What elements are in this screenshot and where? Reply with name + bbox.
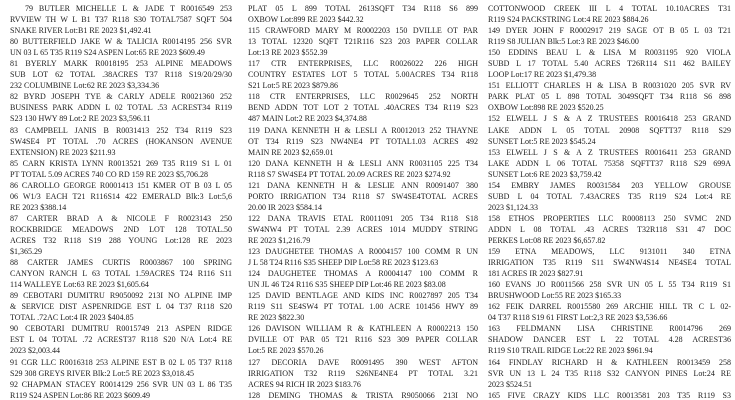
- tax-entry-line: 81 BYERLY MARK R0018195 253 ALPINE MEADOWS: [10, 59, 232, 69]
- text-column-2: [248, 3, 478, 400]
- tax-entry: [248, 268, 478, 290]
- tax-entry-line: 06 W1/3 EACH T21 R116S14 422 EMERALD Blk:3 Lot:5,6: [10, 191, 232, 201]
- tax-entry-line: 163 FELDMANN LISA CHRISTINE R0014796 269: [488, 324, 731, 334]
- tax-entry-line: OXBOW Lot:899 RE 2023 $442.32: [248, 15, 364, 25]
- tax-entry: [248, 91, 478, 124]
- tax-entry: [488, 180, 731, 213]
- tax-entry-line: 89 CEBOTARI DUMITRU R9050092 213I NO ALPINE IMP: [10, 291, 232, 301]
- tax-entry-line: 121 DANA KENNETH H & LESLIE ANN R0091407 380: [248, 180, 478, 190]
- tax-entry-line: 115 CRAWFORD MARY M R0002203 150 DVILLE OT PAR: [248, 26, 478, 36]
- tax-entry: [10, 323, 232, 356]
- tax-entry-line: 85 CARN KRISTA LYNN R0013521 269 T35 R119 S1 L 01: [10, 158, 232, 168]
- tax-entry-line: RE 2023 $822.30: [248, 313, 305, 323]
- tax-entry-line: ACRES 94 RICH IR 2023 $183.76: [248, 379, 361, 389]
- tax-entry-line: TOTAL .72AC Lot:4 IR 2023 $404.85: [10, 313, 134, 323]
- tax-entry-line: 152 ELWELL J S & A Z TRUSTEES R0016418 253 GRAND: [488, 114, 731, 124]
- tax-entry-line: 87 CARTER BRAD A & NICOLE F R0023143 250: [10, 213, 232, 223]
- tax-entry-line: 124 DAUGHETEE THOMAS A R0004147 100 COMM R: [248, 269, 478, 279]
- tax-entry: [488, 390, 731, 400]
- tax-entry: [248, 158, 478, 180]
- tax-entry: [488, 301, 731, 323]
- tax-entry-line: 125 DAVID BENTLAGE AND KIDS INC R0027897 205 T34: [248, 291, 478, 301]
- tax-entry-line: RE 2023 $388.14: [10, 202, 67, 212]
- tax-entry: [10, 290, 232, 323]
- tax-entry: [248, 125, 478, 158]
- tax-entry-line: 79 BUTLER MICHELLE L & JADE T R0016549 253: [25, 4, 232, 13]
- tax-entry-line: R119 S24 ASPEN Lot:86 RE 2023 $609.49: [10, 390, 150, 400]
- tax-entry-line: 153 ELWELL J S & A Z TRUSTEES R0016411 253 GRAND: [488, 147, 731, 157]
- tax-entry-line: 83 CAMPBELL JANIS B R0031413 252 T34 R119 S23: [10, 125, 232, 135]
- tax-entry: [10, 180, 232, 213]
- tax-entry-line: UN JL 46 T24 R116 S35 SHEEP DIP Lot:46 RE 2023 $83.08: [248, 280, 446, 290]
- tax-entry-line: IRRIGATION T35 R119 S11 SW4NW4S14 NE4SE4 TOTAL: [488, 258, 731, 268]
- tax-entry: [10, 213, 232, 257]
- tax-entry-line: 13 TOTAL 12320 SQFT T21R116 S23 203 PAPER COLLAR: [248, 37, 478, 47]
- tax-entry-line: PERKES Lot:08 RE 2023 $6,657.82: [488, 235, 606, 245]
- tax-entry-line: OXBOW Lot:898 RE 2023 $520.25: [488, 103, 604, 113]
- tax-entry-line: 114 WALLEYE Lot:63 RE 2023 $1,605.64: [10, 280, 149, 290]
- tax-entry-line: 162 FEIK DARREL R0015580 269 ARCHIE HILL TR C L 02-: [488, 302, 731, 312]
- tax-entry: [10, 158, 232, 180]
- tax-entry-line: SVR UN 13 L 24 T35 R118 S32 CANYON PINES Lot:24 RE: [488, 368, 731, 378]
- tax-entry-line: PARK PLAT 05 L 898 TOTAL 3049SQFT T34 R118 S6 898: [488, 92, 731, 102]
- tax-entry-line: CANYON RANCH L 63 TOTAL 1.59ACRES T24 R116 S11: [10, 269, 232, 279]
- tax-entry-line: LAKE ADDN L 06 TOTAL 75358 SQFTT37 R118 S29 699A: [488, 158, 731, 168]
- tax-entry-line: 117 CTR ENTERPRISES, LLC R0026022 226 HIGH: [248, 59, 478, 69]
- tax-entry: [10, 58, 232, 91]
- tax-entry-line: S21 Lot:5 RE 2023 $879.86: [248, 81, 339, 91]
- tax-entry-line: 04 T37 R118 S19 61 FIRST Lot:2,3 RE 2023 $3,536.66: [488, 313, 668, 323]
- tax-entry-line: 91 CGR LLC R0016318 253 ALPINE EST B 02 L 05 T37 R118: [10, 357, 232, 367]
- tax-entry-line: 126 DAVISON WILLIAM R & KATHLEEN A R0002213 150: [248, 324, 478, 334]
- tax-entry-line: 2023 $1,124.33: [488, 202, 538, 212]
- tax-entry-line: DVILLE OT PAR 05 T21 R116 S23 309 PAPER COLLAR: [248, 335, 478, 345]
- tax-entry-line: 160 EVANS JO R0011566 258 SVR UN 05 L 55 T34 R119 S1: [488, 280, 731, 290]
- tax-entry-line: 165 FIVE CRAZY KIDS LLC R0013581 203 T35 R119 S3: [488, 390, 731, 400]
- tax-entry: [488, 113, 731, 146]
- tax-entry: [248, 357, 478, 390]
- tax-entry-line: 232 COLUMBINE Lot:62 RE 2023 $3,334.36: [10, 81, 160, 91]
- tax-entry-line: Lot:13 RE 2023 $552.39: [248, 48, 328, 58]
- tax-entry: [488, 246, 731, 279]
- tax-entry-line: SHADOW DANCER EST L 22 TOTAL 4.28 ACREST36: [488, 335, 731, 345]
- tax-entry-line: R119 S10 TRAIL RIDGE Lot:22 RE 2023 $961.94: [488, 346, 653, 356]
- tax-entry: [248, 246, 478, 268]
- tax-entry-line: R119 S24 PACKSTRING Lot:4 RE 2023 $884.26: [488, 15, 649, 25]
- tax-entry-line: 86 CAROLLO GEORGE R0001413 151 KMER OT B 03 L 05: [10, 180, 232, 190]
- tax-entry-line: 118 CTR ENTERPRISES, LLC R0029645 252 NORTH: [248, 92, 478, 102]
- tax-entry-line: IRRIGATION T32 R119 S26NE4NE4 PT TOTAL 3.21: [248, 368, 478, 378]
- tax-entry-line: Lot:5 RE 2023 $570.26: [248, 346, 324, 356]
- tax-entry-line: SUNSET Lot:6 RE 2023 $3,759.42: [488, 169, 602, 179]
- tax-entry-line: 487 MAIN Lot:2 RE 2023 $4,374.88: [248, 114, 367, 124]
- tax-entry-line: LOOP Lot:17 RE 2023 $1,479.38: [488, 70, 597, 80]
- tax-entry-line: 181 ACRES IR 2023 $827.91: [488, 269, 584, 279]
- tax-entry-line: 90 CEBOTARI DUMITRU R0015749 213 ASPEN RIDGE: [10, 324, 232, 334]
- tax-entry-line: ROCKBRIDGE MEADOWS 2ND LOT 128 TOTAL.50: [10, 224, 232, 234]
- tax-entry-line: 2023 $2,003.44: [10, 346, 60, 356]
- text-column-1: [10, 3, 232, 400]
- tax-entry-line: SUB LOT 62 TOTAL .38ACRES T37 R118 S19/20/29/30: [10, 70, 232, 80]
- tax-entry-line: 127 DECORIA DAVE R0091495 390 WEST AFTON: [248, 357, 478, 367]
- tax-entry-line: 120 DANA KENNETH H & LESLI ANN R0031105 225 T34: [248, 158, 478, 168]
- tax-entry-line: EXTENSION) RE 2023 $211.93: [10, 147, 116, 157]
- tax-entry-line: EST L 04 TOTAL .72 ACREST37 R118 S20 N/A Lot:4 RE: [10, 335, 232, 345]
- tax-entry: [248, 25, 478, 58]
- tax-entry-line: 88 CARTER JAMES CURTIS R0003867 100 SPRING: [10, 258, 232, 268]
- tax-entry: [488, 147, 731, 180]
- tax-entry-line: 20.00 IR 2023 $584.14: [248, 202, 322, 212]
- tax-entry-line: ACRES T32 R118 S19 288 YOUNG Lot:128 RE 2023: [10, 235, 232, 245]
- tax-entry-line: SUBD L 17 TOTAL 5.40 ACRES T26R114 S11 462 BAILEY: [488, 59, 731, 69]
- tax-entry: [488, 25, 731, 47]
- tax-entry-line: R118 S7 SW4SE4 PT TOTAL 20.09 ACRES RE 2023 $274.92: [248, 169, 451, 179]
- tax-entry-line: S23 130 HWY 89 Lot:2 RE 2023 $3,596.11: [10, 114, 151, 124]
- tax-entry-line: 158 ETHOS PROPERTIES LLC R0008113 250 SVMC 2ND: [488, 213, 731, 223]
- tax-entry: [248, 323, 478, 356]
- tax-entry-line: 119 DANA KENNETH H & LESLI A R0012013 252 THAYNE: [248, 125, 478, 135]
- tax-entry-line: LAKE ADDN L 05 TOTAL 20908 SQFTT37 R118 S29: [488, 125, 731, 135]
- tax-entry-line: MAIN RE 2023 $2,659.01: [248, 147, 334, 157]
- tax-entry-line: RE 2023 $1,216.79: [248, 235, 311, 245]
- tax-entry-line: 122 DANA TRAVIS ETAL R0011091 205 T34 R118 S18: [248, 213, 478, 223]
- tax-entry-line: OT T34 R119 S23 NW4NE4 PT TOTAL1.03 ACRES 492: [248, 136, 478, 146]
- tax-entry: [248, 3, 478, 25]
- tax-entry: [488, 323, 731, 356]
- tax-entry: [10, 91, 232, 124]
- tax-entry-line: 150 EDDINS BEAU L & LISA M R0031195 920 VIOLA: [488, 48, 731, 58]
- tax-entry-line: S29 308 GREYS RIVER Blk:2 Lot:5 RE 2023 $3,018.45: [10, 368, 195, 378]
- tax-entry: [10, 257, 232, 290]
- tax-entry-line: 123 DAUGHETEE THOMAS A R0004157 100 COMM R UN: [248, 247, 478, 257]
- tax-entry-line: & SERVICE DIST ASPENRIDGE EST L 04 T37 R118 S20: [10, 302, 232, 312]
- tax-entry-line: 154 EMBRY JAMES R0031584 203 YELLOW GROUSE: [488, 180, 731, 190]
- tax-entry-line: SUBD L 04 TOTAL 7.43ACRES T35 R119 S24 Lot:4 RE: [488, 191, 731, 201]
- tax-entry-line: BUSINESS PARK ADDN L 02 TOTAL .53 ACREST34 R119: [10, 103, 232, 113]
- tax-entry: [248, 390, 478, 400]
- tax-entry-line: 149 DYER JOHN F R0002917 219 SAGE OT B 05 L 03 T21: [488, 26, 731, 36]
- tax-entry-line: SW4NW4 PT TOTAL 2.39 ACRES 1014 MUDDY STRING: [248, 224, 478, 234]
- tax-entry-line: COUNTRY ESTATES LOT 5 TOTAL 5.00ACRES T34 R118: [248, 70, 478, 80]
- tax-entry: [488, 357, 731, 390]
- tax-entry-line: 80 BUTTERFIELD JAKE W & TALICIA R0014195 256 SVR: [10, 37, 232, 47]
- tax-entry: [488, 3, 731, 25]
- tax-entry-line: 92 CHAPMAN STACEY R0014129 256 SVR UN 03 L 86 T35: [10, 379, 232, 389]
- tax-entry: [10, 3, 232, 36]
- tax-entry-line: PORTO IRRIGATION T34 R118 S7 SW4SE4TOTAL ACRES: [248, 191, 478, 201]
- tax-entry: [248, 290, 478, 323]
- tax-entry: [10, 379, 232, 400]
- tax-entry-line: R119 S11 SE4SW4 PT TOTAL 1.00 ACRE 101456 HWY 89: [248, 302, 478, 312]
- tax-entry-line: COTTONWOOD CREEK III L 4 TOTAL 10.10ACRES T31: [488, 4, 731, 13]
- tax-entry: [10, 36, 232, 58]
- tax-entry: [248, 180, 478, 213]
- tax-entry-line: UN 03 L 65 T35 R119 S24 ASPEN Lot:65 RE 2023 $609.49: [10, 48, 205, 58]
- tax-entry-line: SNAKE RIVER Lot:B1 RE 2023 $1,492.41: [10, 26, 152, 36]
- tax-entry-line: SUNSET Lot:5 RE 2023 $545.24: [488, 136, 596, 146]
- tax-entry: [248, 213, 478, 246]
- text-column-3: [488, 3, 731, 400]
- tax-entry-line: ADDN L 08 TOTAL .43 ACRES T32R118 S31 47 DOC: [488, 224, 731, 234]
- tax-entry: [488, 213, 731, 246]
- tax-entry-line: 128 DEMING THOMAS & TRISTA R9050066 213I NO: [248, 390, 478, 400]
- tax-entry-line: 2023 $524.51: [488, 379, 532, 389]
- tax-entry: [10, 125, 232, 158]
- tax-entry: [488, 279, 731, 301]
- tax-entry-line: J L 58 T24 R116 S35 SHEEP DIP Lot:58 RE 2023 $123.63: [248, 258, 439, 268]
- tax-entry-line: RVVIEW TH W L B1 T37 R118 S30 TOTAL7587 SQFT 504: [10, 15, 232, 25]
- tax-entry-line: 159 ETNA MEADOWS, LLC 9131011 340 ETNA: [488, 247, 731, 257]
- tax-entry-line: PLAT 05 L 899 TOTAL 2613SQFT T34 R118 S6 899: [248, 4, 478, 13]
- tax-entry-line: BEND ADDN TOT LOT 2 TOTAL .40ACRES T34 R119 S23: [248, 103, 478, 113]
- tax-entry: [488, 80, 731, 113]
- tax-entry: [10, 357, 232, 379]
- tax-entry-line: R119 S8 JULIAN Blk:5 Lot:3 RE 2023 $46.00: [488, 37, 639, 47]
- tax-entry-line: $1,365.29: [10, 247, 42, 257]
- tax-entry-line: 151 ELLIOTT CHARLES H & LISA B R0031020 205 SVR RV: [488, 81, 731, 91]
- tax-entry-line: PT TOTAL 5.09 ACRES 740 CO RD 159 RE 2023 $5,706.28: [10, 169, 208, 179]
- tax-entry-line: 82 BYRD JOSEPH TYE & CARLY ADELE R0021360 252: [10, 92, 232, 102]
- tax-entry-line: BRUSHWOOD Lot:55 RE 2023 $165.33: [488, 291, 622, 301]
- tax-entry-line: 164 FINDLAY RICHARD H & KATHLEEN R0013459 258: [488, 357, 731, 367]
- tax-entry: [248, 58, 478, 91]
- tax-entry: [488, 47, 731, 80]
- tax-entry-line: SW4SE4 PT TOTAL .70 ACRES (HOKANSON AVENUE: [10, 136, 232, 146]
